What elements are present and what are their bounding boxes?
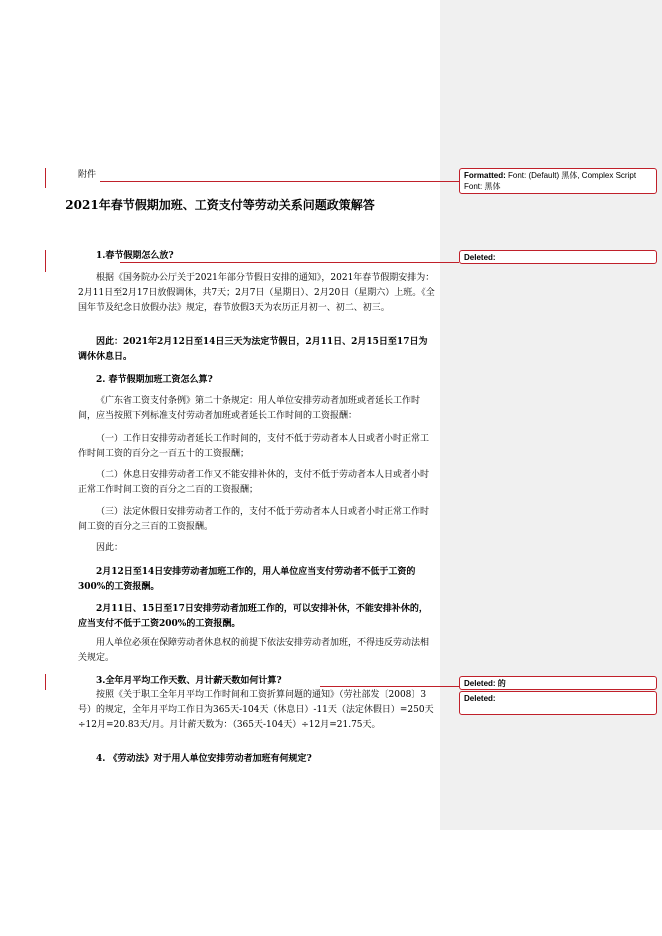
comment-connector [320, 686, 459, 687]
document-title: 2021年春节假期加班、工资支付等劳动关系问题政策解答 [65, 198, 375, 212]
section-heading-4: 4. 《劳动法》对于用人单位安排劳动者加班有何规定? [96, 754, 312, 764]
comment-label: Formatted: [464, 171, 506, 180]
comment-balloon-deleted[interactable] [459, 691, 657, 715]
paragraph-bold: 因此：2021年2月12日至14日三天为法定节假日，2月11日、2月15日至17日为调休休息日。 [78, 337, 428, 362]
comment-label: Deleted: [464, 253, 496, 262]
comment-balloon-deleted[interactable] [459, 250, 657, 264]
paragraph: （一）工作日安排劳动者延长工作时间的，支付不低于劳动者本人日或者小时正常工作时间工资的百分之一百五十的工资报酬； [78, 434, 430, 459]
attachment-label: 附件 [78, 170, 97, 180]
paragraph: 因此： [96, 543, 124, 553]
paragraph-bold: 2月11日、15日至17日安排劳动者加班工作的，可以安排补休，不能安排补休的，应当支付不低于工资200%的工资报酬。 [78, 604, 428, 629]
paragraph: 根据《国务院办公厅关于2021年部分节假日安排的通知》，2021年春节假期安排为：2月11日至2月17日放假调休，共7天；2月7日（星期日）、2月20日（星期六）上班。《全国年节及纪念日放假办法》规定，春节放假3天为农历正月初一、初二、初三。 [78, 273, 435, 313]
paragraph: （三）法定休假日安排劳动者工作的，支付不低于劳动者本人日或者小时正常工作时间工资的百分之三百的工资报酬。 [78, 507, 430, 532]
section-heading-1: 1.春节假期怎么放? [96, 251, 174, 261]
comment-text: Font: (Default) 黑体, Complex Script Font: 黑体 [464, 171, 637, 191]
section-heading-2: 2. 春节假期加班工资怎么算? [96, 375, 213, 385]
comment-label: Deleted: [464, 694, 496, 703]
comment-connector [100, 181, 459, 182]
comment-connector [120, 262, 459, 263]
paragraph: 《广东省工资支付条例》第二十条规定：用人单位安排劳动者加班或者延长工作时间，应当按照下列标准支付劳动者加班或者延长工作时间的工资报酬： [78, 396, 421, 421]
change-bar [45, 674, 46, 690]
change-bar [45, 168, 46, 188]
change-bar [45, 250, 46, 272]
comment-label: Deleted: [464, 679, 496, 688]
comment-balloon-formatted[interactable] [459, 168, 657, 194]
paragraph: 用人单位必须在保障劳动者休息权的前提下依法安排劳动者加班，不得违反劳动法相关规定。 [78, 638, 430, 663]
paragraph: （二）休息日安排劳动者工作又不能安排补休的，支付不低于劳动者本人日或者小时正常工作时间工资的百分之二百的工资报酬； [78, 470, 430, 495]
section-heading-3: 3.全年月平均工作天数、月计薪天数如何计算? [96, 676, 282, 686]
paragraph: 按照《关于职工全年月平均工作时间和工资折算问题的通知》（劳社部发〔2008〕3号）的规定，全年月平均工作日为365天-104天（休息日）-11天（法定休假日）=250天÷12月=20.83天/月。月计薪天数为：（365天-104天）÷12月=21.75天。 [78, 690, 434, 730]
comment-balloon-deleted[interactable] [459, 676, 657, 690]
comment-text: 的 [497, 679, 506, 688]
paragraph-bold: 2月12日至14日安排劳动者加班工作的，用人单位应当支付劳动者不低于工资的300%的工资报酬。 [78, 567, 416, 592]
